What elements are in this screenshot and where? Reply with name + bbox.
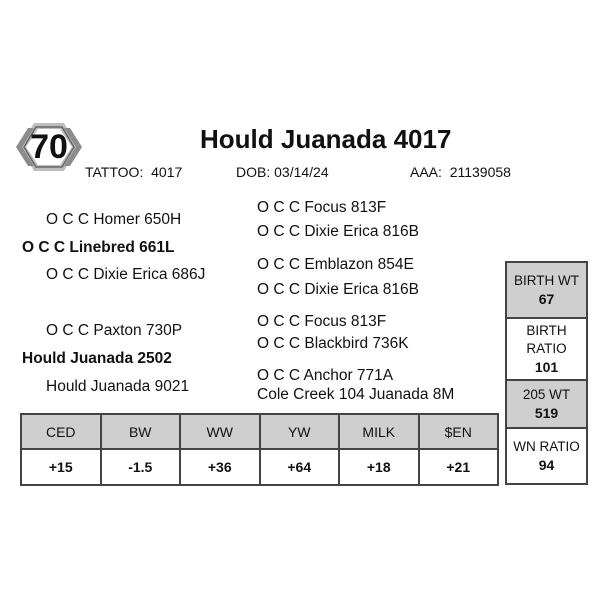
dob-field	[236, 164, 329, 180]
birth-weight-label: BIRTH WT	[514, 273, 579, 288]
epd-header-bw: BW	[101, 414, 181, 449]
weight-205-box	[505, 379, 588, 429]
pedigree-dsss: O C C Focus 813F	[257, 313, 387, 330]
birth-ratio-box	[505, 317, 588, 381]
pedigree-ddss: O C C Anchor 771A	[257, 367, 394, 384]
aaa-label: AAA:	[410, 164, 442, 180]
epd-value-yw: +64	[260, 449, 340, 485]
pedigree-sire-sire: O C C Homer 650H	[46, 211, 182, 228]
birth-weight-value: 67	[538, 291, 555, 307]
epd-header-row	[21, 414, 498, 449]
pedigree-dam: Hould Juanada 2502	[22, 350, 172, 367]
tattoo-label: TATTOO:	[85, 164, 144, 180]
pedigree-sire-dam: O C C Dixie Erica 686J	[46, 266, 206, 283]
pedigree-ssdd: O C C Dixie Erica 816B	[257, 281, 419, 298]
epd-value-row	[21, 449, 498, 485]
birth-ratio-value: 101	[534, 359, 559, 375]
pedigree-dam-dam: Hould Juanada 9021	[46, 378, 190, 395]
tattoo-value: 4017	[151, 164, 183, 180]
epd-value-milk: +18	[339, 449, 419, 485]
epd-header-ww: WW	[180, 414, 260, 449]
animal-name: Hould Juanada 4017	[200, 124, 452, 154]
lot-number: 70	[30, 127, 68, 166]
pedigree-ssds: O C C Emblazon 854E	[257, 256, 414, 273]
pedigree-ddsd: Cole Creek 104 Juanada 8M	[257, 386, 455, 403]
dob-value: 03/14/24	[274, 164, 329, 180]
lot-badge	[14, 116, 84, 178]
pedigree-sssd: O C C Dixie Erica 816B	[257, 223, 419, 240]
wean-ratio-box	[505, 427, 588, 485]
aaa-value: 21139058	[449, 164, 511, 180]
epd-header-milk: MILK	[339, 414, 419, 449]
epd-value-en: +21	[419, 449, 499, 485]
weight-205-label: 205 WT	[522, 387, 571, 402]
tattoo-field	[85, 164, 182, 180]
pedigree-sire: O C C Linebred 661L	[22, 239, 175, 256]
dob-label: DOB:	[236, 164, 271, 180]
epd-value-ww: +36	[180, 449, 260, 485]
pedigree-ssss: O C C Focus 813F	[257, 199, 387, 216]
epd-table	[20, 413, 499, 486]
epd-header-en: $EN	[419, 414, 499, 449]
wean-ratio-value: 94	[538, 457, 555, 473]
epd-value-ced: +15	[21, 449, 101, 485]
pedigree-dssd: O C C Blackbird 736K	[257, 335, 409, 352]
birth-ratio-label-line2: RATIO	[526, 341, 567, 356]
wean-ratio-label: WN RATIO	[513, 439, 580, 454]
epd-header-yw: YW	[260, 414, 340, 449]
pedigree-dam-sire: O C C Paxton 730P	[46, 322, 183, 339]
stats-column	[505, 261, 588, 483]
epd-value-bw: -1.5	[101, 449, 181, 485]
aaa-field	[410, 164, 511, 180]
epd-header-ced: CED	[21, 414, 101, 449]
birth-weight-box	[505, 261, 588, 319]
weight-205-value: 519	[534, 405, 559, 421]
birth-ratio-label-line1: BIRTH	[526, 323, 567, 338]
